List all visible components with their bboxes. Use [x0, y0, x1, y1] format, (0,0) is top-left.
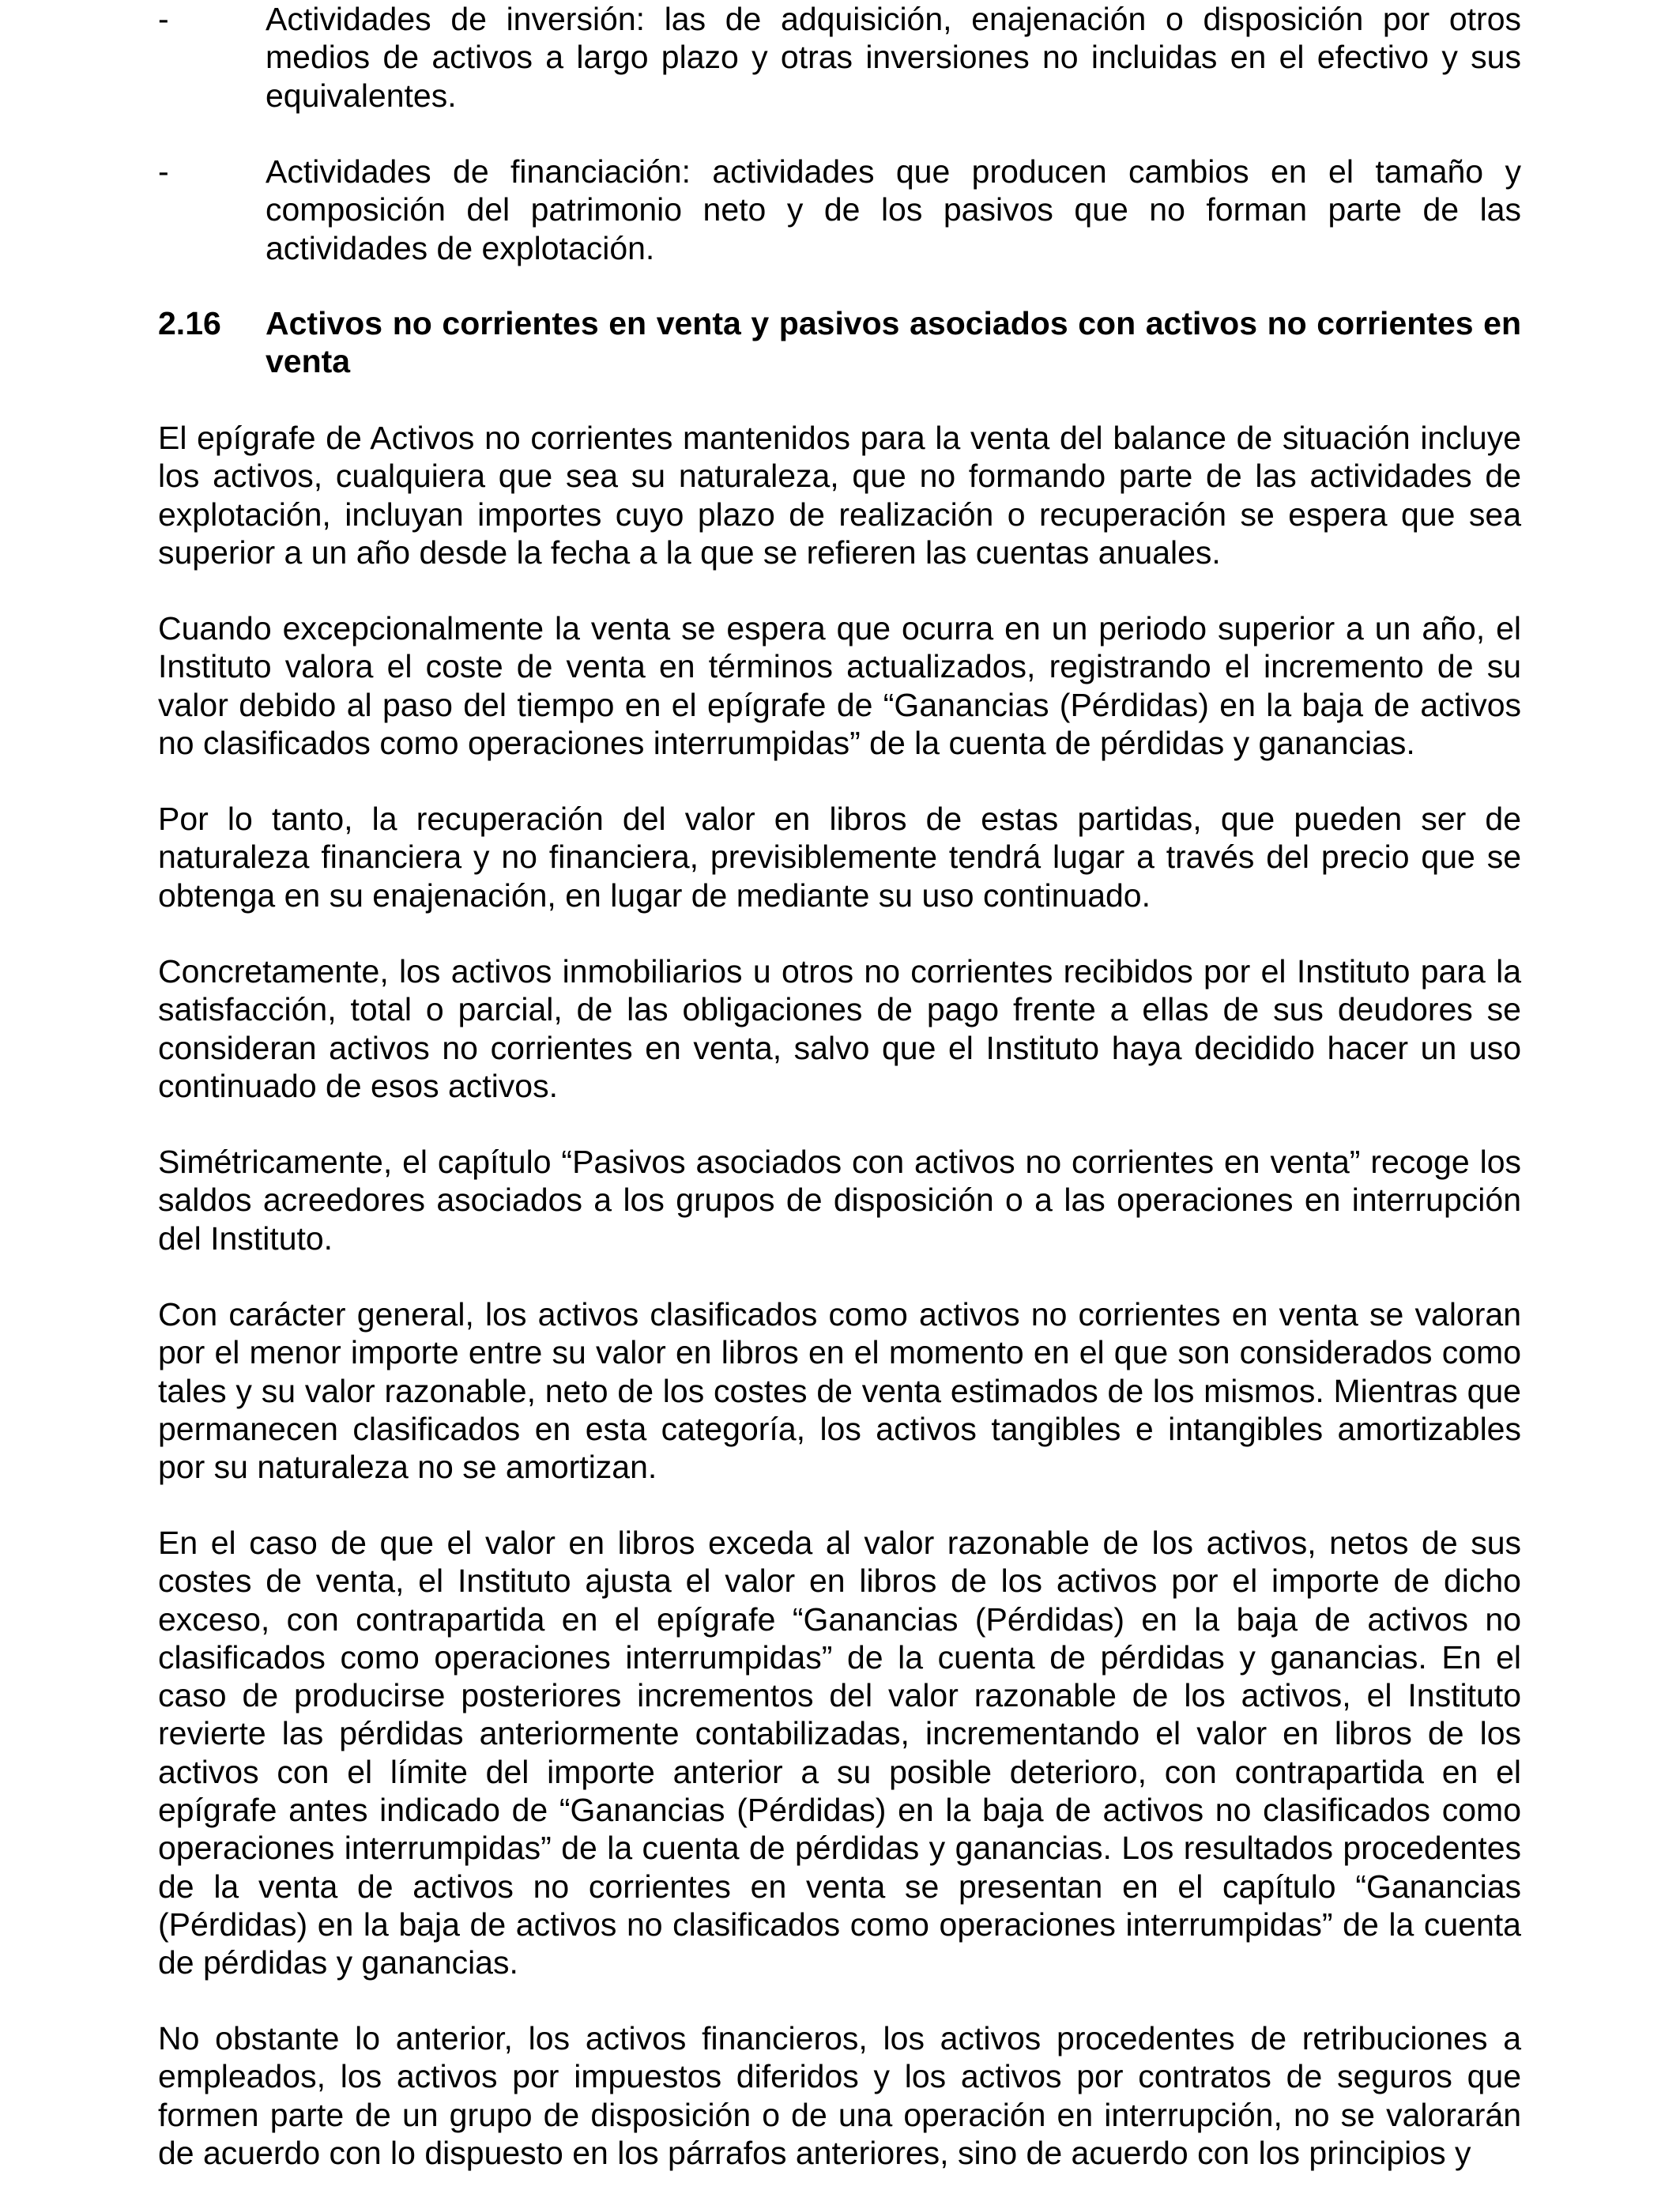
section-number: 2.16 [158, 305, 221, 341]
section-heading [158, 304, 1521, 381]
paragraph-8: No obstante lo anterior, los activos financieros, los activos procedentes de retribuciones a empleados, los activos por impuestos diferidos y los activos por contratos de seguros que formen parte de un grupo de disposición o de una operación en interrupción, no se valorarán de acuerdo con lo dispuesto en los párrafos anteriores, sino de acuerdo con los principios y [158, 2020, 1521, 2171]
bullet-marker: - [158, 1, 169, 37]
paragraph-2: Cuando excepcionalmente la venta se espera que ocurra en un periodo superior a un año, el Instituto valora el coste de venta en términos actualizados, registrando el incremento de su valor debido al paso del tiempo en el epígrafe de “Ganancias (Pérdidas) en la baja de activos no clasificados como operaciones interrumpidas” de la cuenta de pérdidas y ganancias. [158, 610, 1521, 761]
paragraph-3: Por lo tanto, la recuperación del valor en libros de estas partidas, que pueden ser de naturaleza financiera y no financiera, previsiblemente tendrá lugar a través del precio que se obtenga en su enajenación, en lugar de mediante su uso continuado. [158, 801, 1521, 914]
bullet-text: Actividades de inversión: las de adquisición, enajenación o disposición por otros medios de activos a largo plazo y otras inversiones no incluidas en el efectivo y sus equivalentes. [266, 1, 1521, 114]
paragraph-4: Concretamente, los activos inmobiliarios u otros no corrientes recibidos por el Instituto para la satisfacción, total o parcial, de las obligaciones de pago frente a ellas de sus deudores se consideran activos no corrientes en venta, salvo que el Instituto haya decidido hacer un uso continuado de esos activos. [158, 953, 1521, 1104]
bullet-marker: - [158, 153, 169, 190]
paragraph-6: Con carácter general, los activos clasificados como activos no corrientes en venta se valoran por el menor importe entre su valor en libros en el momento en el que son considerados como tales y su valor razonable, neto de los costes de venta estimados de los mismos. Mientras que permanecen clasificados en esta categoría, los activos tangibles e intangibles amortizables por su naturaleza no se amortizan. [158, 1296, 1521, 1486]
bullet-text: Actividades de financiación: actividades que producen cambios en el tamaño y composición del patrimonio neto y de los pasivos que no forman parte de las actividades de explotación. [266, 153, 1521, 266]
paragraph-7: En el caso de que el valor en libros exceda al valor razonable de los activos, netos de sus costes de venta, el Instituto ajusta el valor en libros de los activos por el importe de dicho exceso, con contrapartida en el epígrafe “Ganancias (Pérdidas) en la baja de activos no clasificados como operaciones interrumpidas” de la cuenta de pérdidas y ganancias. En el caso de producirse posteriores incrementos del valor razonable de los activos, el Instituto revierte las pérdidas anteriormente contabilizadas, incrementando el valor en libros de los activos con el límite del importe anterior a su posible deterioro, con contrapartida en el epígrafe antes indicado de “Ganancias (Pérdidas) en la baja de activos no clasificados como operaciones interrumpidas” de la cuenta de pérdidas y ganancias. Los resultados procedentes de la venta de activos no corrientes en venta se presentan en el capítulo “Ganancias (Pérdidas) en la baja de activos no clasificados como operaciones interrumpidas” de la cuenta de pérdidas y ganancias. [158, 1525, 1521, 1981]
bullet-item-financing-activities [158, 153, 1521, 267]
bullet-item-investing-activities [158, 0, 1521, 115]
paragraph-1: El epígrafe de Activos no corrientes mantenidos para la venta del balance de situación incluye los activos, cualquiera que sea su naturaleza, que no formando parte de las actividades de explotación, incluyan importes cuyo plazo de realización o recuperación se espera que sea superior a un año desde la fecha a la que se refieren las cuentas anuales. [158, 420, 1521, 571]
section-title: Activos no corrientes en venta y pasivos asociados con activos no corrientes en venta [266, 305, 1521, 380]
paragraph-5: Simétricamente, el capítulo “Pasivos asociados con activos no corrientes en venta” recoge los saldos acreedores asociados a los grupos de disposición o a las operaciones en interrupción del Instituto. [158, 1144, 1521, 1257]
